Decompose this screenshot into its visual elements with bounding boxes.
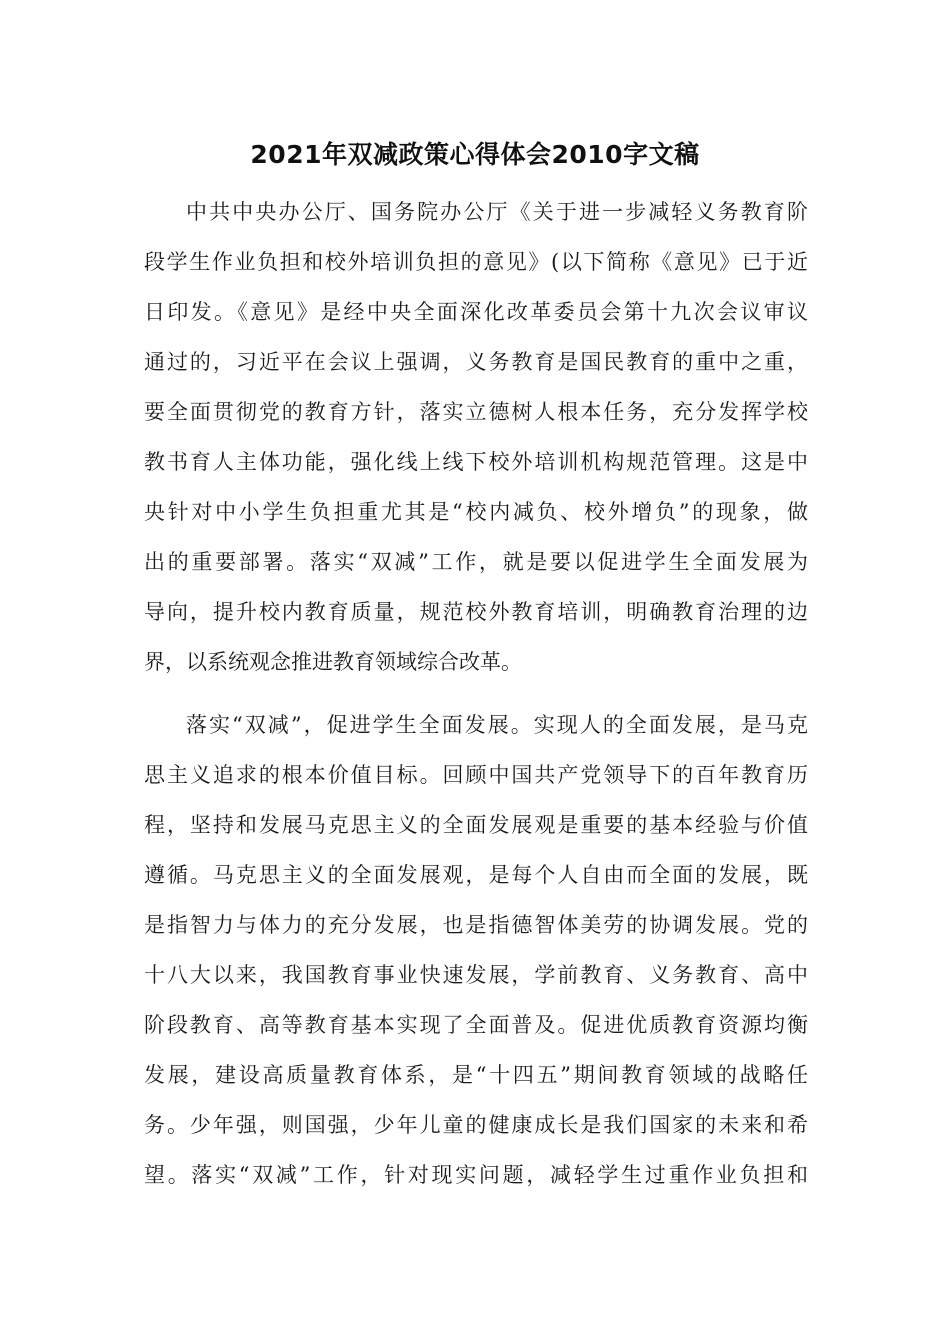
- paragraph-line: 通过的，习近平在会议上强调，义务教育是国民教育的重中之重，: [144, 350, 808, 374]
- paragraph-line: 央针对中小学生负担重尤其是“校内减负、校外增负”的现象，做: [144, 500, 808, 524]
- paragraph-line: 发展，建设高质量教育体系，是“十四五”期间教育领域的战略任: [144, 1063, 808, 1087]
- paragraph-line: 日印发。《意见》是经中央全面深化改革委员会第十九次会议审议: [144, 300, 808, 324]
- document-title: 2021年双减政策心得体会2010字文稿: [250, 140, 700, 169]
- paragraph-line: 导向，提升校内教育质量，规范校外教育培训，明确教育治理的边: [144, 600, 808, 624]
- paragraph-line: 出的重要部署。落实“双减”工作，就是要以促进学生全面发展为: [144, 550, 808, 574]
- paragraph-line: 望。落实“双减”工作，针对现实问题，减轻学生过重作业负担和: [144, 1163, 808, 1187]
- paragraph-line: 十八大以来，我国教育事业快速发展，学前教育、义务教育、高中: [144, 963, 808, 987]
- paragraph-line: 教书育人主体功能，强化线上线下校外培训机构规范管理。这是中: [144, 450, 808, 474]
- paragraph-line: 是指智力与体力的充分发展，也是指德智体美劳的协调发展。党的: [144, 913, 808, 937]
- paragraph-line: 要全面贯彻党的教育方针，落实立德树人根本任务，充分发挥学校: [144, 400, 808, 424]
- paragraph-line: 界，以系统观念推进教育领域综合改革。: [144, 650, 522, 674]
- paragraph-line: 段学生作业负担和校外培训负担的意见》(以下简称《意见》已于近: [144, 250, 808, 274]
- paragraph-line: 思主义追求的根本价值目标。回顾中国共产党领导下的百年教育历: [144, 763, 808, 787]
- paragraph-line: 遵循。马克思主义的全面发展观，是每个人自由而全面的发展，既: [144, 863, 808, 887]
- paragraph-line: 阶段教育、高等教育基本实现了全面普及。促进优质教育资源均衡: [144, 1013, 808, 1037]
- paragraph-1: [144, 187, 808, 687]
- paragraph-line: 落实“双减”，促进学生全面发展。实现人的全面发展，是马克: [186, 713, 808, 737]
- paragraph-line: 中共中央办公厅、国务院办公厅《关于进一步减轻义务教育阶: [186, 200, 808, 224]
- paragraph-line: 程，坚持和发展马克思主义的全面发展观是重要的基本经验与价值: [144, 813, 808, 837]
- paragraph-2: [144, 700, 808, 1200]
- paragraph-line: 务。少年强，则国强，少年儿童的健康成长是我们国家的未来和希: [144, 1113, 808, 1137]
